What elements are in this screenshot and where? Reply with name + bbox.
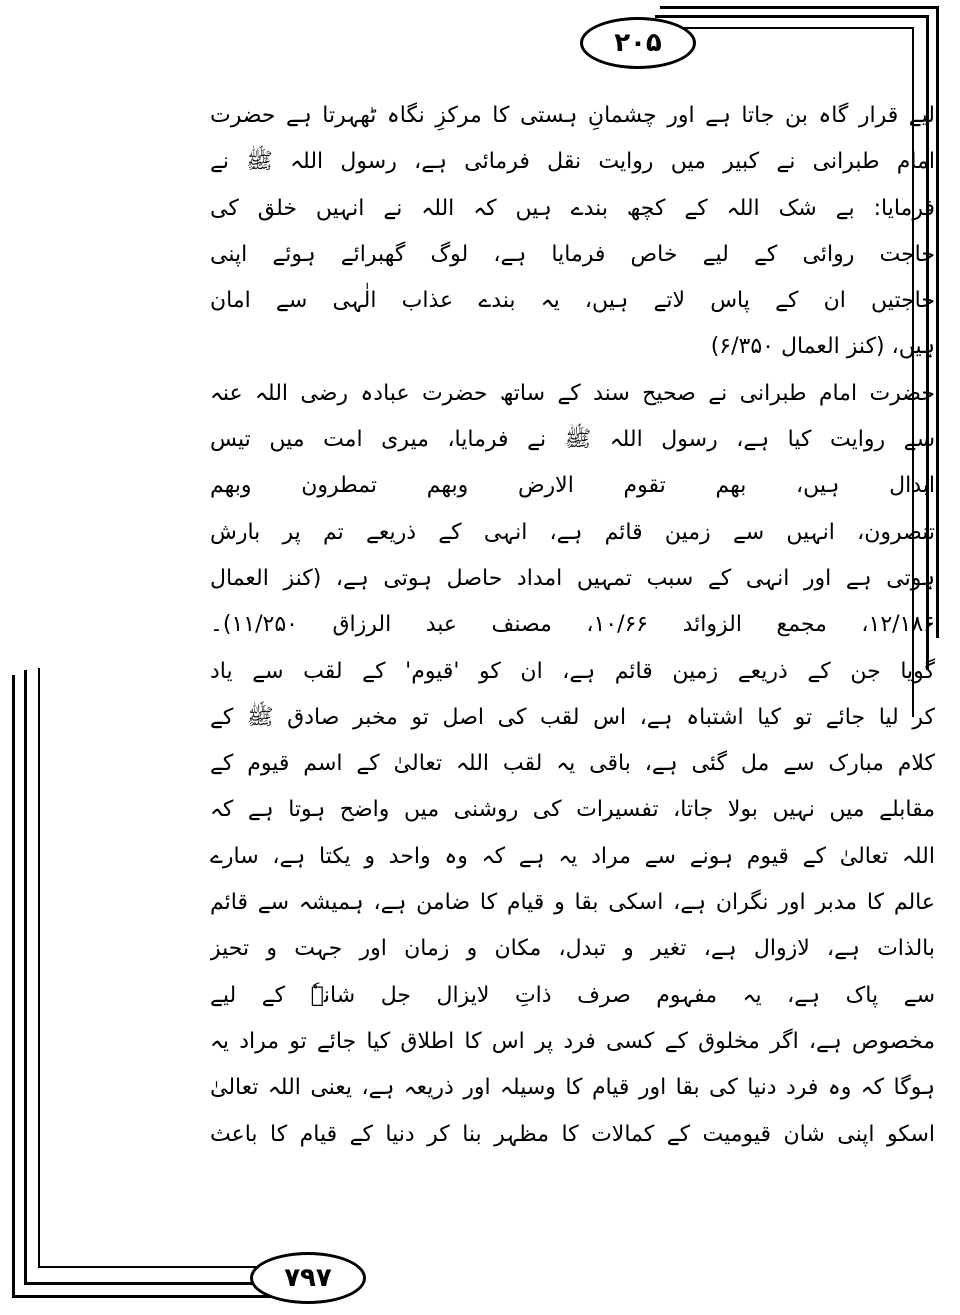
top-border-outer bbox=[660, 6, 938, 9]
text-line: مقابلے میں نہیں بولا جاتا، تفسیرات کی روشنی میں واضح ہوتا ہے کہ bbox=[210, 797, 935, 823]
text-line: ہیں، (کنز العمال ۶/۳۵۰) bbox=[710, 334, 935, 360]
top-border-inner bbox=[650, 27, 912, 29]
text-line: ۱۲/۱۸۶، مجمع الزوائد ۱۰/۶۶، مصنف عبد الرزاق ۱۱/۲۵۰)۔ bbox=[210, 612, 935, 638]
text-line: لیے قرار گاہ بن جاتا ہے اور چشمانِ ہستی کا مرکزِ نگاہ ٹھہرتا ہے حضرت bbox=[210, 103, 935, 128]
left-border-outer bbox=[12, 675, 15, 1297]
top-page-number: ۲۰۵ bbox=[580, 17, 696, 69]
text-line: اللہ تعالیٰ کے قیوم ہونے سے مراد یہ ہے کہ وہ واحد و یکتا ہے، سارے bbox=[210, 843, 935, 869]
bottom-border-middle bbox=[24, 1282, 286, 1285]
text-line: ابدال ہیں، بھم تقوم الارض وبھم تمطرون وبھم bbox=[210, 473, 935, 499]
right-border-outer bbox=[936, 6, 939, 638]
text-line: اسکو اپنی شان قیومیت کے کمالات کا مظہر بنا کر دنیا کے قیام کا باعث bbox=[210, 1121, 935, 1147]
body-text bbox=[210, 93, 935, 1158]
text-line: بالذات ہے، لازوال ہے، تغیر و تبدل، مکان و زمان اور جہت و تحیز bbox=[210, 936, 935, 962]
text-line: فرمایا: بے شک اللہ کے کچھ بندے ہیں کہ اللہ نے انہیں خلق کی bbox=[210, 195, 935, 221]
text-line: مخصوص ہے، اگر مخلوق کے کسی فرد پر اس کا اطلاق کیا جائے تو مراد یہ bbox=[210, 1028, 935, 1054]
text-line: ہوتی ہے اور انہی کے سبب تمہیں امداد حاصل ہوتی ہے، (کنز العمال bbox=[210, 565, 935, 591]
text-line: سے روایت کیا ہے، رسول اللہ ﷺ نے فرمایا، میری امت میں تیس bbox=[210, 427, 935, 453]
bottom-page-number: ۷۹۷ bbox=[250, 1252, 366, 1304]
text-line: عالم کا مدبر اور نگران ہے، اسکی بقا و قیام کا ضامن ہے، ہمیشہ سے قائم bbox=[210, 890, 935, 916]
text-line: کلام مبارک سے مل گئی ہے، باقی یہ لقب اللہ تعالیٰ کے اسم قیوم کے bbox=[210, 751, 935, 777]
bottom-border-inner bbox=[38, 1266, 290, 1268]
left-border-middle bbox=[24, 670, 27, 1283]
text-line: تنصرون، انہیں سے زمین قائم ہے، انہی کے ذریعے تم پر بارش bbox=[210, 519, 935, 545]
text-line: ہوگا کہ وہ فرد دنیا کی بقا اور قیام کا وسیلہ اور ذریعہ ہے، یعنی اللہ تعالیٰ bbox=[210, 1075, 935, 1101]
text-line: گویا جن کے ذریعے زمین قائم ہے، ان کو 'قیوم' کے لقب سے یاد bbox=[210, 658, 935, 684]
text-line: سے پاک ہے، یہ مفہوم صرف ذاتِ لایزال جل شانہٗ کے لیے bbox=[210, 982, 935, 1008]
bottom-border-outer bbox=[12, 1295, 280, 1298]
top-border-middle bbox=[655, 15, 927, 18]
text-line: حاجتیں ان کے پاس لاتے ہیں، یہ بندے عذاب الٰہی سے امان bbox=[210, 288, 935, 314]
text-line: امام طبرانی نے کبیر میں روایت نقل فرمائی ہے، رسول اللہ ﷺ نے bbox=[210, 149, 935, 175]
left-border-inner bbox=[38, 668, 40, 1268]
text-line: حضرت امام طبرانی نے صحیح سند کے ساتھ حضرت عبادہ رضی اللہ عنہ bbox=[210, 380, 935, 406]
text-line: حاجت روائی کے لیے خاص فرمایا ہے، لوگ گھبرائے ہوئے اپنی bbox=[210, 241, 935, 267]
text-line: کر لیا جائے تو کیا اشتباہ ہے، اس لقب کی اصل تو مخبر صادق ﷺ کے bbox=[210, 704, 935, 730]
